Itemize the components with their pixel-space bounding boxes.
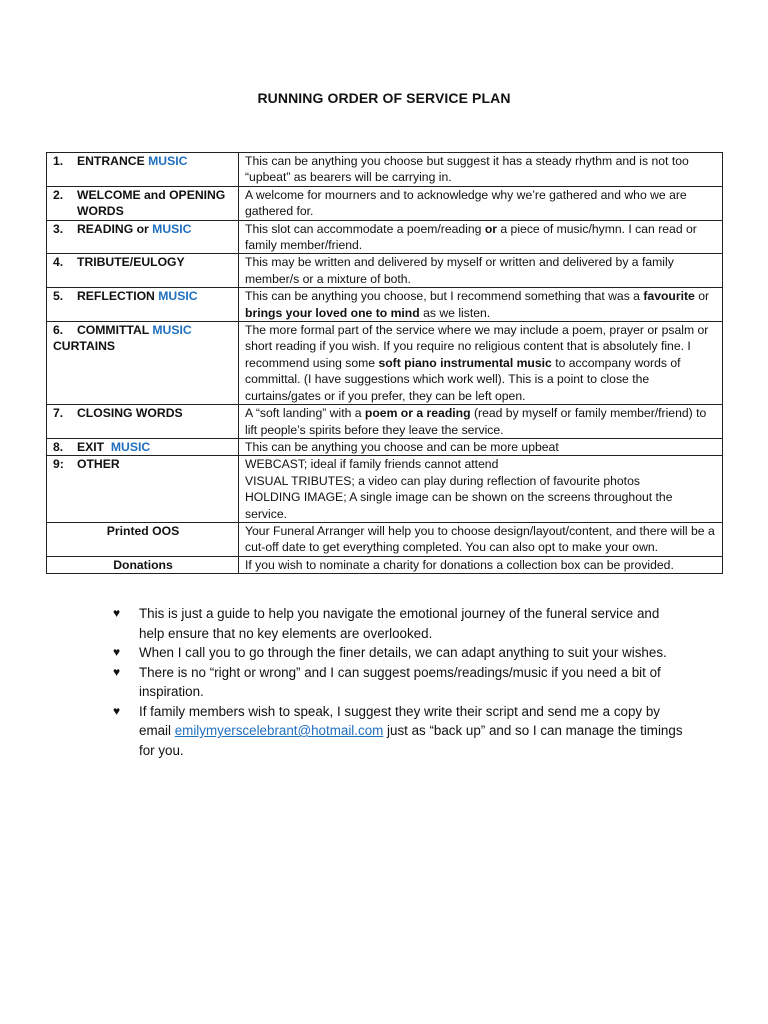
table-row bbox=[47, 220, 723, 254]
item-label: Printed OOS bbox=[106, 523, 180, 538]
item-cell bbox=[47, 456, 239, 523]
page-title: RUNNING ORDER OF SERVICE PLAN bbox=[257, 90, 511, 106]
item-label-continued: CURTAINS bbox=[53, 339, 116, 354]
notes-list bbox=[113, 604, 683, 760]
item-number: 8. bbox=[53, 439, 64, 454]
item-label: WELCOME and OPENING bbox=[77, 187, 226, 202]
list-item bbox=[113, 643, 683, 663]
music-label: MUSIC bbox=[110, 439, 151, 454]
music-label: MUSIC bbox=[148, 154, 188, 168]
heart-icon: ♥ bbox=[113, 664, 121, 679]
description-cell bbox=[239, 438, 723, 455]
note-text: When I call you to go through the finer details, we can adapt anything to suit your wishes. bbox=[139, 645, 667, 660]
item-label: COMMITTAL bbox=[77, 323, 153, 338]
note-text: There is no “right or wrong” and I can suggest poems/readings/music if you need a bit of inspiration. bbox=[139, 664, 661, 699]
email-link[interactable]: emilymyerscelebrant@hotmail.com bbox=[174, 723, 384, 738]
item-description: This can be anything you choose but suggest it has a steady rhythm and is not too “upbeat” as bearers will be carrying in. bbox=[245, 154, 689, 185]
music-label: MUSIC bbox=[152, 221, 192, 236]
description-text: as we listen. bbox=[419, 305, 491, 320]
description-cell bbox=[239, 288, 723, 322]
table-row bbox=[47, 322, 723, 405]
item-cell bbox=[47, 522, 239, 556]
item-cell bbox=[47, 186, 239, 220]
item-number: 1. bbox=[53, 154, 64, 168]
description-cell bbox=[239, 405, 723, 439]
item-label: OTHER bbox=[77, 457, 120, 472]
item-cell bbox=[47, 220, 239, 254]
description-text: a piece of music/hymn. I can read or family member/friend. bbox=[245, 221, 697, 253]
description-text: The more formal part of the service where we may include a poem, prayer or psalm or short reading if you wish. If you require no religious content that is absolutely fine. I recommend using some bbox=[245, 323, 709, 370]
item-cell bbox=[47, 153, 239, 187]
item-cell bbox=[47, 288, 239, 322]
description-cell bbox=[239, 456, 723, 523]
description-text: (read by myself or family member/friend) to lift people’s spirits before they leave the service. bbox=[245, 406, 707, 437]
description-bold: poem or a reading bbox=[364, 406, 471, 421]
table-row bbox=[47, 522, 723, 556]
item-description: This can be anything you choose and can be more upbeat bbox=[245, 439, 559, 454]
item-label: Donations bbox=[113, 557, 173, 572]
item-cell bbox=[47, 322, 239, 405]
item-number: 7. bbox=[53, 406, 64, 421]
table-row bbox=[47, 556, 723, 573]
item-label: REFLECTION bbox=[77, 289, 159, 304]
table-row bbox=[47, 456, 723, 523]
description-cell bbox=[239, 254, 723, 288]
description-cell bbox=[239, 322, 723, 405]
description-line: WEBCAST; ideal if family friends cannot attend bbox=[245, 457, 499, 472]
music-label: MUSIC bbox=[158, 289, 198, 304]
description-text: to accompany words of committal. (I have suggestions which work well). This is a point to close the curtains/gates or if you prefer, they can be left open. bbox=[245, 355, 681, 403]
table-row bbox=[47, 186, 723, 220]
description-cell bbox=[239, 153, 723, 187]
item-description: Your Funeral Arranger will help you to choose design/layout/content, and there will be a cut-off date to get everything completed. You can also opt to make your own. bbox=[245, 523, 715, 555]
note-text: This is just a guide to help you navigate the emotional journey of the funeral service and help ensure that no key elements are overlooked. bbox=[139, 606, 660, 641]
heart-icon: ♥ bbox=[113, 703, 121, 718]
item-label: CLOSING WORDS bbox=[77, 406, 183, 421]
description-text: This can be anything you choose, but I recommend something that was a bbox=[245, 289, 644, 304]
item-number: 9: bbox=[53, 457, 64, 472]
note-text: If family members wish to speak, I suggest they write their script and send me a copy by email bbox=[139, 703, 660, 738]
item-description: This may be written and delivered by myself or written and delivered by a family member/s or a mixture of both. bbox=[245, 255, 674, 286]
item-label: ENTRANCE bbox=[77, 154, 149, 168]
table-row bbox=[47, 288, 723, 322]
description-text: A “soft landing” with a bbox=[245, 406, 365, 421]
description-cell bbox=[239, 220, 723, 254]
description-text: This slot can accommodate a poem/reading bbox=[245, 221, 485, 236]
note-text: just as “back up” and so I can manage the timings for you. bbox=[139, 723, 683, 758]
item-number: 2. bbox=[53, 187, 64, 202]
item-number: 3. bbox=[53, 221, 64, 236]
heart-icon: ♥ bbox=[113, 606, 121, 620]
item-label: TRIBUTE/EULOGY bbox=[77, 255, 185, 270]
item-description: If you wish to nominate a charity for donations a collection box can be provided. bbox=[245, 557, 674, 572]
table-row bbox=[47, 153, 723, 187]
description-bold: soft piano instrumental music bbox=[378, 355, 552, 370]
description-cell bbox=[239, 186, 723, 220]
description-bold: favourite bbox=[643, 289, 695, 304]
list-item bbox=[113, 604, 683, 643]
table-row bbox=[47, 438, 723, 455]
item-cell bbox=[47, 405, 239, 439]
description-bold: or bbox=[484, 221, 497, 236]
item-label: READING or bbox=[77, 221, 153, 236]
description-cell bbox=[239, 556, 723, 573]
table-row bbox=[47, 405, 723, 439]
music-label: MUSIC bbox=[152, 323, 192, 338]
item-cell bbox=[47, 556, 239, 573]
description-line: VISUAL TRIBUTES; a video can play during reflection of favourite photos bbox=[245, 473, 640, 488]
description-bold: brings your loved one to mind bbox=[245, 305, 420, 320]
item-cell bbox=[47, 438, 239, 455]
description-text: or bbox=[694, 289, 710, 304]
table-row bbox=[47, 254, 723, 288]
list-item bbox=[113, 702, 683, 761]
heart-icon: ♥ bbox=[113, 645, 121, 659]
service-plan-table bbox=[46, 152, 723, 574]
item-label: EXIT bbox=[77, 439, 111, 454]
item-description: A welcome for mourners and to acknowledge why we’re gathered and who we are gathered for. bbox=[245, 187, 687, 219]
item-number: 4. bbox=[53, 255, 64, 270]
description-line: HOLDING IMAGE; A single image can be shown on the screens throughout the service. bbox=[245, 490, 673, 521]
description-cell bbox=[239, 522, 723, 556]
item-cell bbox=[47, 254, 239, 288]
item-label-continued: WORDS bbox=[77, 204, 124, 219]
item-number: 5. bbox=[53, 289, 64, 304]
list-item bbox=[113, 663, 683, 702]
item-number: 6. bbox=[53, 323, 64, 338]
